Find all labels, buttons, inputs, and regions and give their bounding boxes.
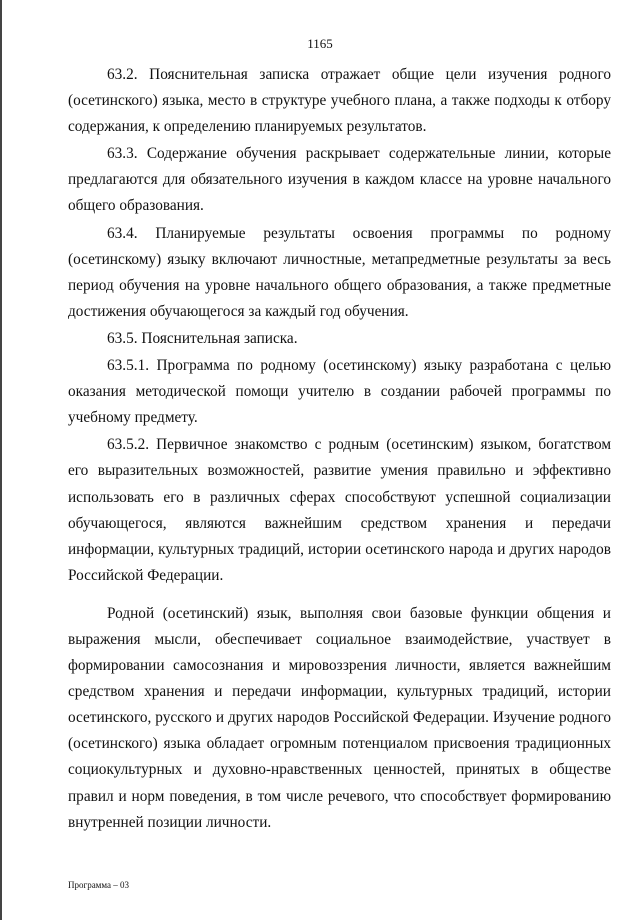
paragraph-63-5-1: 63.5.1. Программа по родному (осетинскому) языку разработана с целью оказания методической помощи учителю в создании рабочей программы по учебному предмету. (68, 357, 611, 427)
page-edge (0, 0, 2, 920)
paragraph-63-2: 63.2. Пояснительная записка отражает общие цели изучения родного (осетинского) языка, место в структуре учебного плана, а также подходы к отбору содержания, к определению планируемых результатов. (68, 66, 611, 136)
paragraph-63-3: 63.3. Содержание обучения раскрывает содержательные линии, которые предлагаются для обязательного изучения в каждом классе на уровне начального общего образования. (68, 145, 611, 215)
document-body (68, 62, 611, 836)
paragraph-63-5: 63.5. Пояснительная записка. (107, 329, 298, 347)
paragraph-63-4: 63.4. Планируемые результаты освоения программы по родному (осетинскому) языку включают личностные, метапредметные результаты за весь период обучения на уровне начального общего образования, а также предметные достижения обучающегося за каждый год обучения. (68, 224, 611, 320)
page-footer: Программа – 03 (68, 880, 130, 890)
paragraph-native-language: Родной (осетинский) язык, выполняя свои базовые функции общения и выражения мысли, обеспечивает социальное взаимодействие, участвует в формировании самосознания и мировоззрения личности, является важнейшим средством хранения и передачи информации, культурных традиций, истории осетинского, русского и других народов Российской Федерации. Изучение родного (осетинского) языка обладает огромным потенциалом присвоения традиционных социокультурных и духовно-нравственных ценностей, принятых в обществе правил и норм поведения, в том числе речевого, что способствует формированию внутренней позиции личности. (68, 604, 611, 831)
page-number: 1165 (307, 36, 333, 51)
paragraph-63-5-2: 63.5.2. Первичное знакомство с родным (осетинским) языком, богатством его выразительных возможностей, развитие умения правильно и эффективно использовать его в различных сферах способствуют успешной социализации обучающегося, являются важнейшим средством хранения и передачи информации, культурных традиций, истории осетинского народа и других народов Российской Федерации. (68, 436, 611, 584)
